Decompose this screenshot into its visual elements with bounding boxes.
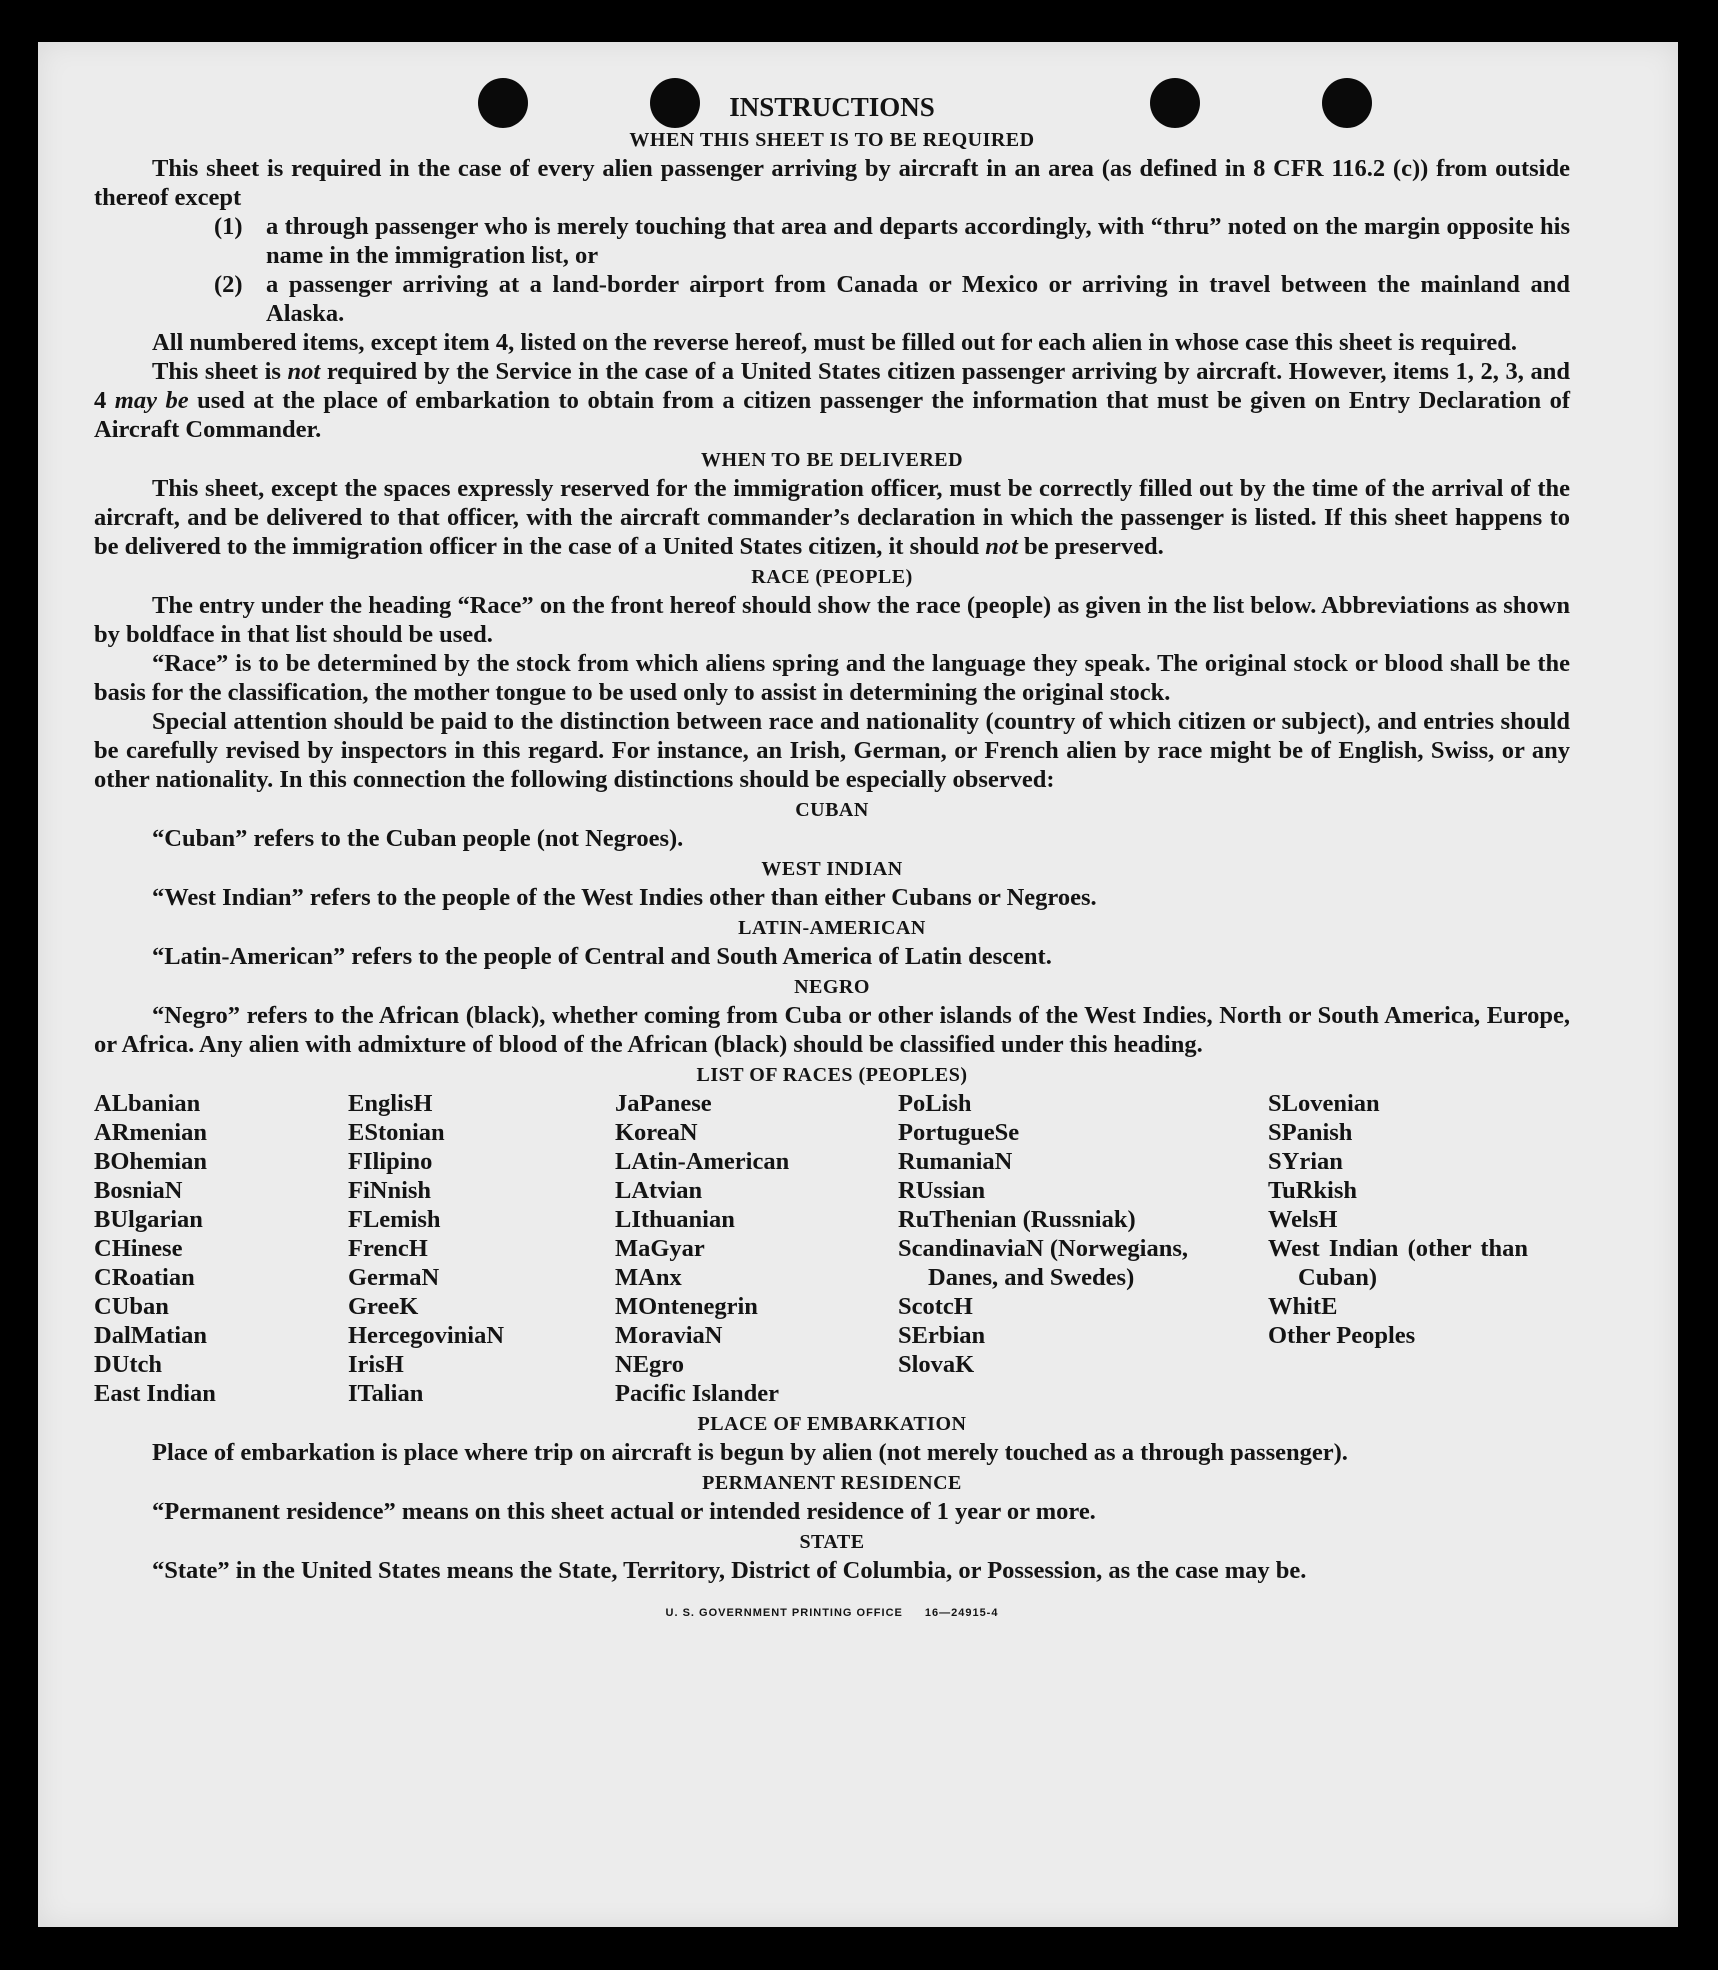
race-entry: ALbanian bbox=[94, 1090, 201, 1117]
race-entry: LAtvian bbox=[615, 1177, 703, 1204]
race-entry: EnglisH bbox=[348, 1090, 433, 1117]
race-paragraph-3: Special attention should be paid to the distinction between race and nationality (country of which citizen or subject), and entries should be carefully revised by inspectors in this regard. For instance, an Irish, German, or French alien by race might be of English, Swiss, or any other nationality. In this connection the following distinctions should be especially observed: bbox=[94, 708, 1570, 793]
race-entry: KoreaN bbox=[615, 1119, 698, 1146]
item-number: (1) bbox=[214, 213, 243, 240]
race-entry: MOntenegrin bbox=[615, 1293, 758, 1320]
race-entry: BosniaN bbox=[94, 1177, 183, 1204]
heading-embarkation: PLACE OF EMBARKATION bbox=[697, 1413, 967, 1435]
race-entry: SYrian bbox=[1268, 1148, 1343, 1175]
race-entry: LIthuanian bbox=[615, 1206, 735, 1233]
race-entry: FIlipino bbox=[348, 1148, 433, 1175]
race-entry: Pacific Islander bbox=[615, 1380, 779, 1407]
races-column-2 bbox=[348, 1089, 615, 1408]
race-paragraph-1: The entry under the heading “Race” on the front hereof should show the race (people) as given in the list below. Abbreviations as shown by boldface in that list should be used. bbox=[94, 592, 1570, 648]
exception-item-2 bbox=[94, 270, 1570, 328]
item-number: (2) bbox=[214, 271, 243, 298]
race-entry: PortugueSe bbox=[898, 1119, 1020, 1146]
race-entry: CHinese bbox=[94, 1235, 183, 1262]
race-entry: EStonian bbox=[348, 1119, 445, 1146]
when-required-intro: This sheet is required in the case of every alien passenger arriving by aircraft in an area (as defined in 8 CFR 116.2 (c)) from outside thereof except bbox=[94, 155, 1570, 211]
race-entry: DUtch bbox=[94, 1351, 163, 1378]
race-entry: SPanish bbox=[1268, 1119, 1353, 1146]
page-title: INSTRUCTIONS bbox=[729, 92, 935, 122]
item-text: a passenger arriving at a land-border airport from Canada or Mexico or arriving in travel between the mainland and Alaska. bbox=[266, 271, 1570, 327]
race-entry: Other Peoples bbox=[1268, 1322, 1416, 1349]
heading-west-indian: WEST INDIAN bbox=[761, 858, 903, 880]
race-entry: RuThenian (Russniak) bbox=[898, 1206, 1136, 1233]
race-entry: TuRkish bbox=[1268, 1177, 1358, 1204]
races-table bbox=[94, 1089, 1570, 1408]
race-entry: MAnx bbox=[615, 1264, 682, 1291]
race-entry: SLovenian bbox=[1268, 1090, 1380, 1117]
race-entry: CUban bbox=[94, 1293, 169, 1320]
race-entry: West Indian (other than Cuban) bbox=[1268, 1235, 1528, 1291]
race-entry: DalMatian bbox=[94, 1322, 207, 1349]
race-paragraph-2: “Race” is to be determined by the stock from which aliens spring and the language they speak. The original stock or blood shall be the basis for the classification, the mother tongue to be used only to assist in determining the original stock. bbox=[94, 650, 1570, 706]
heading-cuban: CUBAN bbox=[795, 799, 869, 821]
item-text: a through passenger who is merely touching that area and departs accordingly, with “thru” noted on the margin opposite his name in the immigration list, or bbox=[266, 213, 1570, 269]
race-entry: FrencH bbox=[348, 1235, 428, 1262]
race-entry: ScotcH bbox=[898, 1293, 973, 1320]
printer-footer bbox=[94, 1599, 1570, 1628]
negro-text: “Negro” refers to the African (black), whether coming from Cuba or other islands of the West Indies, North or South America, Europe, or Africa. Any alien with admixture of blood of the African (black) should be classified under this heading. bbox=[94, 1002, 1570, 1058]
races-column-3 bbox=[615, 1089, 898, 1408]
race-entry: WhitE bbox=[1268, 1293, 1338, 1320]
heading-list-of-races: LIST OF RACES (PEOPLES) bbox=[696, 1064, 968, 1086]
race-entry: MaGyar bbox=[615, 1235, 705, 1262]
heading-permanent-residence: PERMANENT RESIDENCE bbox=[702, 1472, 962, 1494]
latin-american-text: “Latin-American” refers to the people of Central and South America of Latin descent. bbox=[152, 943, 1052, 970]
race-entry: LAtin-American bbox=[615, 1148, 790, 1175]
heading-state: STATE bbox=[799, 1531, 865, 1553]
cuban-text: “Cuban” refers to the Cuban people (not Negroes). bbox=[152, 825, 684, 852]
heading-when-delivered: WHEN TO BE DELIVERED bbox=[700, 449, 964, 471]
race-entry: GermaN bbox=[348, 1264, 440, 1291]
heading-race: RACE (PEOPLE) bbox=[751, 566, 913, 588]
form-code: 16—24915-4 bbox=[924, 1607, 999, 1619]
race-entry: BUlgarian bbox=[94, 1206, 203, 1233]
race-entry: FiNnish bbox=[348, 1177, 432, 1204]
race-entry: MoraviaN bbox=[615, 1322, 723, 1349]
race-entry: ARmenian bbox=[94, 1119, 207, 1146]
races-column-4 bbox=[898, 1089, 1188, 1408]
heading-when-required: WHEN THIS SHEET IS TO BE REQUIRED bbox=[629, 129, 1035, 151]
when-delivered-text: This sheet, except the spaces expressly reserved for the immigration officer, must be correctly filled out by the time of the arrival of the aircraft, and be delivered to that officer, with the aircraft commander’s declaration in which the passenger is listed. If this sheet happens to be delivered to the immigration officer in the case of a United States citizen, it should not be preserved. bbox=[94, 475, 1570, 560]
race-entry: ITalian bbox=[348, 1380, 424, 1407]
race-entry: PoLish bbox=[898, 1090, 972, 1117]
race-entry: IrisH bbox=[348, 1351, 404, 1378]
west-indian-text: “West Indian” refers to the people of the West Indies other than either Cubans or Negroes. bbox=[152, 884, 1097, 911]
race-entry: HercegoviniaN bbox=[348, 1322, 505, 1349]
embarkation-text: Place of embarkation is place where trip on aircraft is begun by alien (not merely touched as a through passenger). bbox=[152, 1439, 1348, 1466]
heading-negro: NEGRO bbox=[794, 976, 870, 998]
residence-text: “Permanent residence” means on this sheet actual or intended residence of 1 year or more. bbox=[152, 1498, 1096, 1525]
race-entry: East Indian bbox=[94, 1380, 216, 1407]
state-text: “State” in the United States means the State, Territory, District of Columbia, or Possession, as the case may be. bbox=[152, 1557, 1307, 1584]
race-entry: RumaniaN bbox=[898, 1148, 1013, 1175]
race-entry: SErbian bbox=[898, 1322, 986, 1349]
citizen-paragraph: This sheet is not required by the Service in the case of a United States citizen passenger arriving by aircraft. However, items 1, 2, 3, and 4 may be used at the place of embarkation to obtain from a citizen passenger the information that must be given on Entry Declaration of Aircraft Commander. bbox=[94, 358, 1571, 443]
exception-item-1 bbox=[94, 212, 1570, 270]
races-column-1 bbox=[94, 1089, 348, 1408]
race-entry: ScandinaviaN (Norwegians, Danes, and Swedes) bbox=[898, 1235, 1188, 1291]
printer-name: U. S. GOVERNMENT PRINTING OFFICE bbox=[665, 1607, 903, 1619]
heading-latin-american: LATIN-AMERICAN bbox=[738, 917, 926, 939]
race-entry: CRoatian bbox=[94, 1264, 195, 1291]
race-entry: FLemish bbox=[348, 1206, 441, 1233]
races-column-5 bbox=[1268, 1089, 1528, 1408]
numbered-items-paragraph: All numbered items, except item 4, listed on the reverse hereof, must be filled out for each alien in whose case this sheet is required. bbox=[152, 329, 1518, 356]
race-entry: JaPanese bbox=[615, 1090, 712, 1117]
race-entry: RUssian bbox=[898, 1177, 986, 1204]
race-entry: GreeK bbox=[348, 1293, 419, 1320]
race-entry: NEgro bbox=[615, 1351, 684, 1378]
race-entry: SlovaK bbox=[898, 1351, 975, 1378]
race-entry: BOhemian bbox=[94, 1148, 207, 1175]
document-content bbox=[94, 90, 1570, 1628]
race-entry: WelsH bbox=[1268, 1206, 1338, 1233]
